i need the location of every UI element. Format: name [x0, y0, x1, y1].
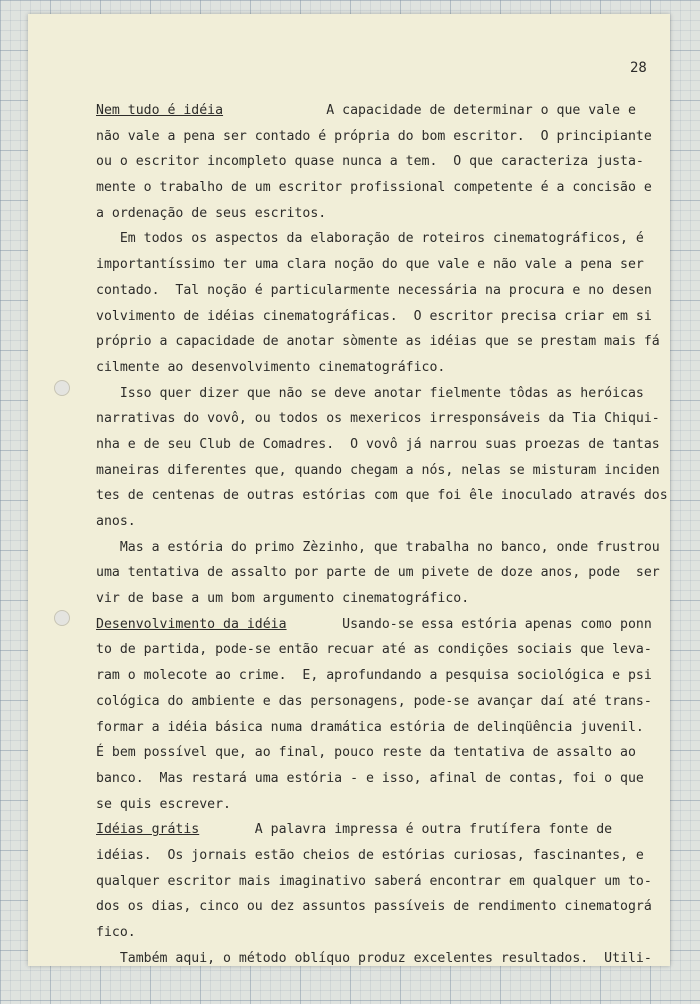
line-text: a ordenação de seus escritos.	[96, 205, 327, 221]
text-line	[96, 329, 660, 355]
text-line	[96, 432, 660, 458]
line-text: anos.	[96, 514, 136, 529]
text-line	[96, 278, 652, 304]
text-line	[96, 252, 644, 278]
line-text: A capacidade de determinar o que vale e	[223, 103, 636, 118]
line-text: nha e de seu Club de Comadres. O vovô já narrou suas proezas de tantas	[96, 436, 660, 452]
line-text: to de partida, pode-se então recuar até as condições sociais que leva-	[96, 642, 652, 658]
section-heading: Desenvolvimento da idéia	[96, 616, 287, 632]
punch-hole-lower	[54, 610, 70, 626]
text-line	[96, 355, 620, 381]
line-text: banco. Mas restará uma estória - e isso, afinal de contas, foi o que	[96, 770, 644, 786]
text-line	[96, 766, 644, 792]
line-text: Em todos os aspectos da elaboração de roteiros cinematográficos, é	[96, 231, 644, 247]
line-text: não vale a pena ser contado é própria do bom escritor. O principiante	[96, 128, 652, 144]
text-line	[96, 920, 620, 946]
line-text: cológica do ambiente e das personagens, pode-se avançar daí até trans-	[96, 693, 652, 709]
text-line	[96, 304, 652, 330]
line-text: Mas a estória do primo Zèzinho, que trabalha no banco, onde frustrou	[96, 539, 660, 555]
text-line	[96, 226, 644, 252]
line-text: fico.	[96, 925, 136, 940]
page-number: 28	[630, 60, 647, 76]
text-line	[96, 663, 652, 689]
text-line	[96, 458, 660, 484]
line-text: volvimento de idéias cinematográficas. O escritor precisa criar em si	[96, 308, 652, 324]
line-text: próprio a capacidade de anotar sòmente as idéias que se prestam mais fá	[96, 334, 660, 350]
section-heading: Nem tudo é idéia	[96, 103, 224, 118]
line-text: cilmente ao desenvolvimento cinematográfico.	[96, 359, 446, 375]
line-text: vir de base a um bom argumento cinematográfico.	[96, 591, 470, 607]
line-text: formar a idéia básica numa dramática estória de delinqüência juvenil.	[96, 719, 644, 735]
line-text: tes de centenas de outras estórias com que foi êle inoculado através dos	[96, 488, 668, 504]
text-line	[96, 98, 636, 124]
text-line	[96, 381, 644, 407]
text-line	[96, 509, 620, 535]
line-text: É bem possível que, ao final, pouco reste da tentativa de assalto ao	[96, 745, 636, 761]
line-text: A palavra impressa é outra frutífera fonte de	[199, 822, 613, 838]
text-line	[96, 586, 620, 612]
text-line	[96, 483, 668, 509]
page-body	[96, 98, 668, 971]
text-line	[96, 149, 644, 175]
line-text: Também aqui, o método oblíquo produz excelentes resultados. Utili-	[96, 950, 652, 966]
text-line	[96, 715, 644, 741]
text-line	[96, 535, 660, 561]
text-line	[96, 869, 652, 895]
line-text: importantíssimo ter uma clara noção do que vale e não vale a pena ser	[96, 257, 644, 273]
text-line	[96, 560, 660, 586]
line-text: idéias. Os jornais estão cheios de estórias curiosas, fascinantes, e	[96, 847, 644, 863]
text-line	[96, 817, 620, 843]
text-line	[96, 201, 620, 227]
text-line	[96, 740, 636, 766]
line-text: se quis escrever.	[96, 796, 231, 812]
line-text: uma tentativa de assalto por parte de um pivete de doze anos, pode ser	[96, 565, 660, 581]
text-line	[96, 894, 652, 920]
text-line	[96, 124, 652, 150]
text-line	[96, 406, 660, 432]
text-line	[96, 792, 620, 818]
text-line	[96, 689, 652, 715]
line-text: Isso quer dizer que não se deve anotar fielmente tôdas as heróicas	[96, 385, 644, 401]
line-text: narrativas do vovô, ou todos os mexericos irresponsáveis da Tia Chiqui-	[96, 411, 660, 427]
line-text: qualquer escritor mais imaginativo saberá encontrar em qualquer um to-	[96, 873, 652, 889]
line-text: maneiras diferentes que, quando chegam a nós, nelas se misturam inciden	[96, 462, 660, 478]
text-line	[96, 175, 652, 201]
text-line	[96, 946, 652, 972]
line-text: contado. Tal noção é particularmente necessária na procura e no desen	[96, 282, 652, 298]
line-text: mente o trabalho de um escritor profissional competente é a concisão e	[96, 180, 652, 196]
text-line	[96, 843, 644, 869]
line-text: Usando-se essa estória apenas como ponn	[286, 616, 652, 632]
punch-hole-upper	[54, 380, 70, 396]
text-line	[96, 637, 652, 663]
line-text: dos os dias, cinco ou dez assuntos passíveis de rendimento cinematográ	[96, 899, 652, 915]
section-heading: Idéias grátis	[96, 822, 200, 838]
text-line	[96, 612, 652, 638]
line-text: ou o escritor incompleto quase nunca a tem. O que caracteriza justa-	[96, 154, 644, 170]
line-text: ram o molecote ao crime. E, aprofundando a pesquisa sociológica e psi	[96, 668, 652, 684]
